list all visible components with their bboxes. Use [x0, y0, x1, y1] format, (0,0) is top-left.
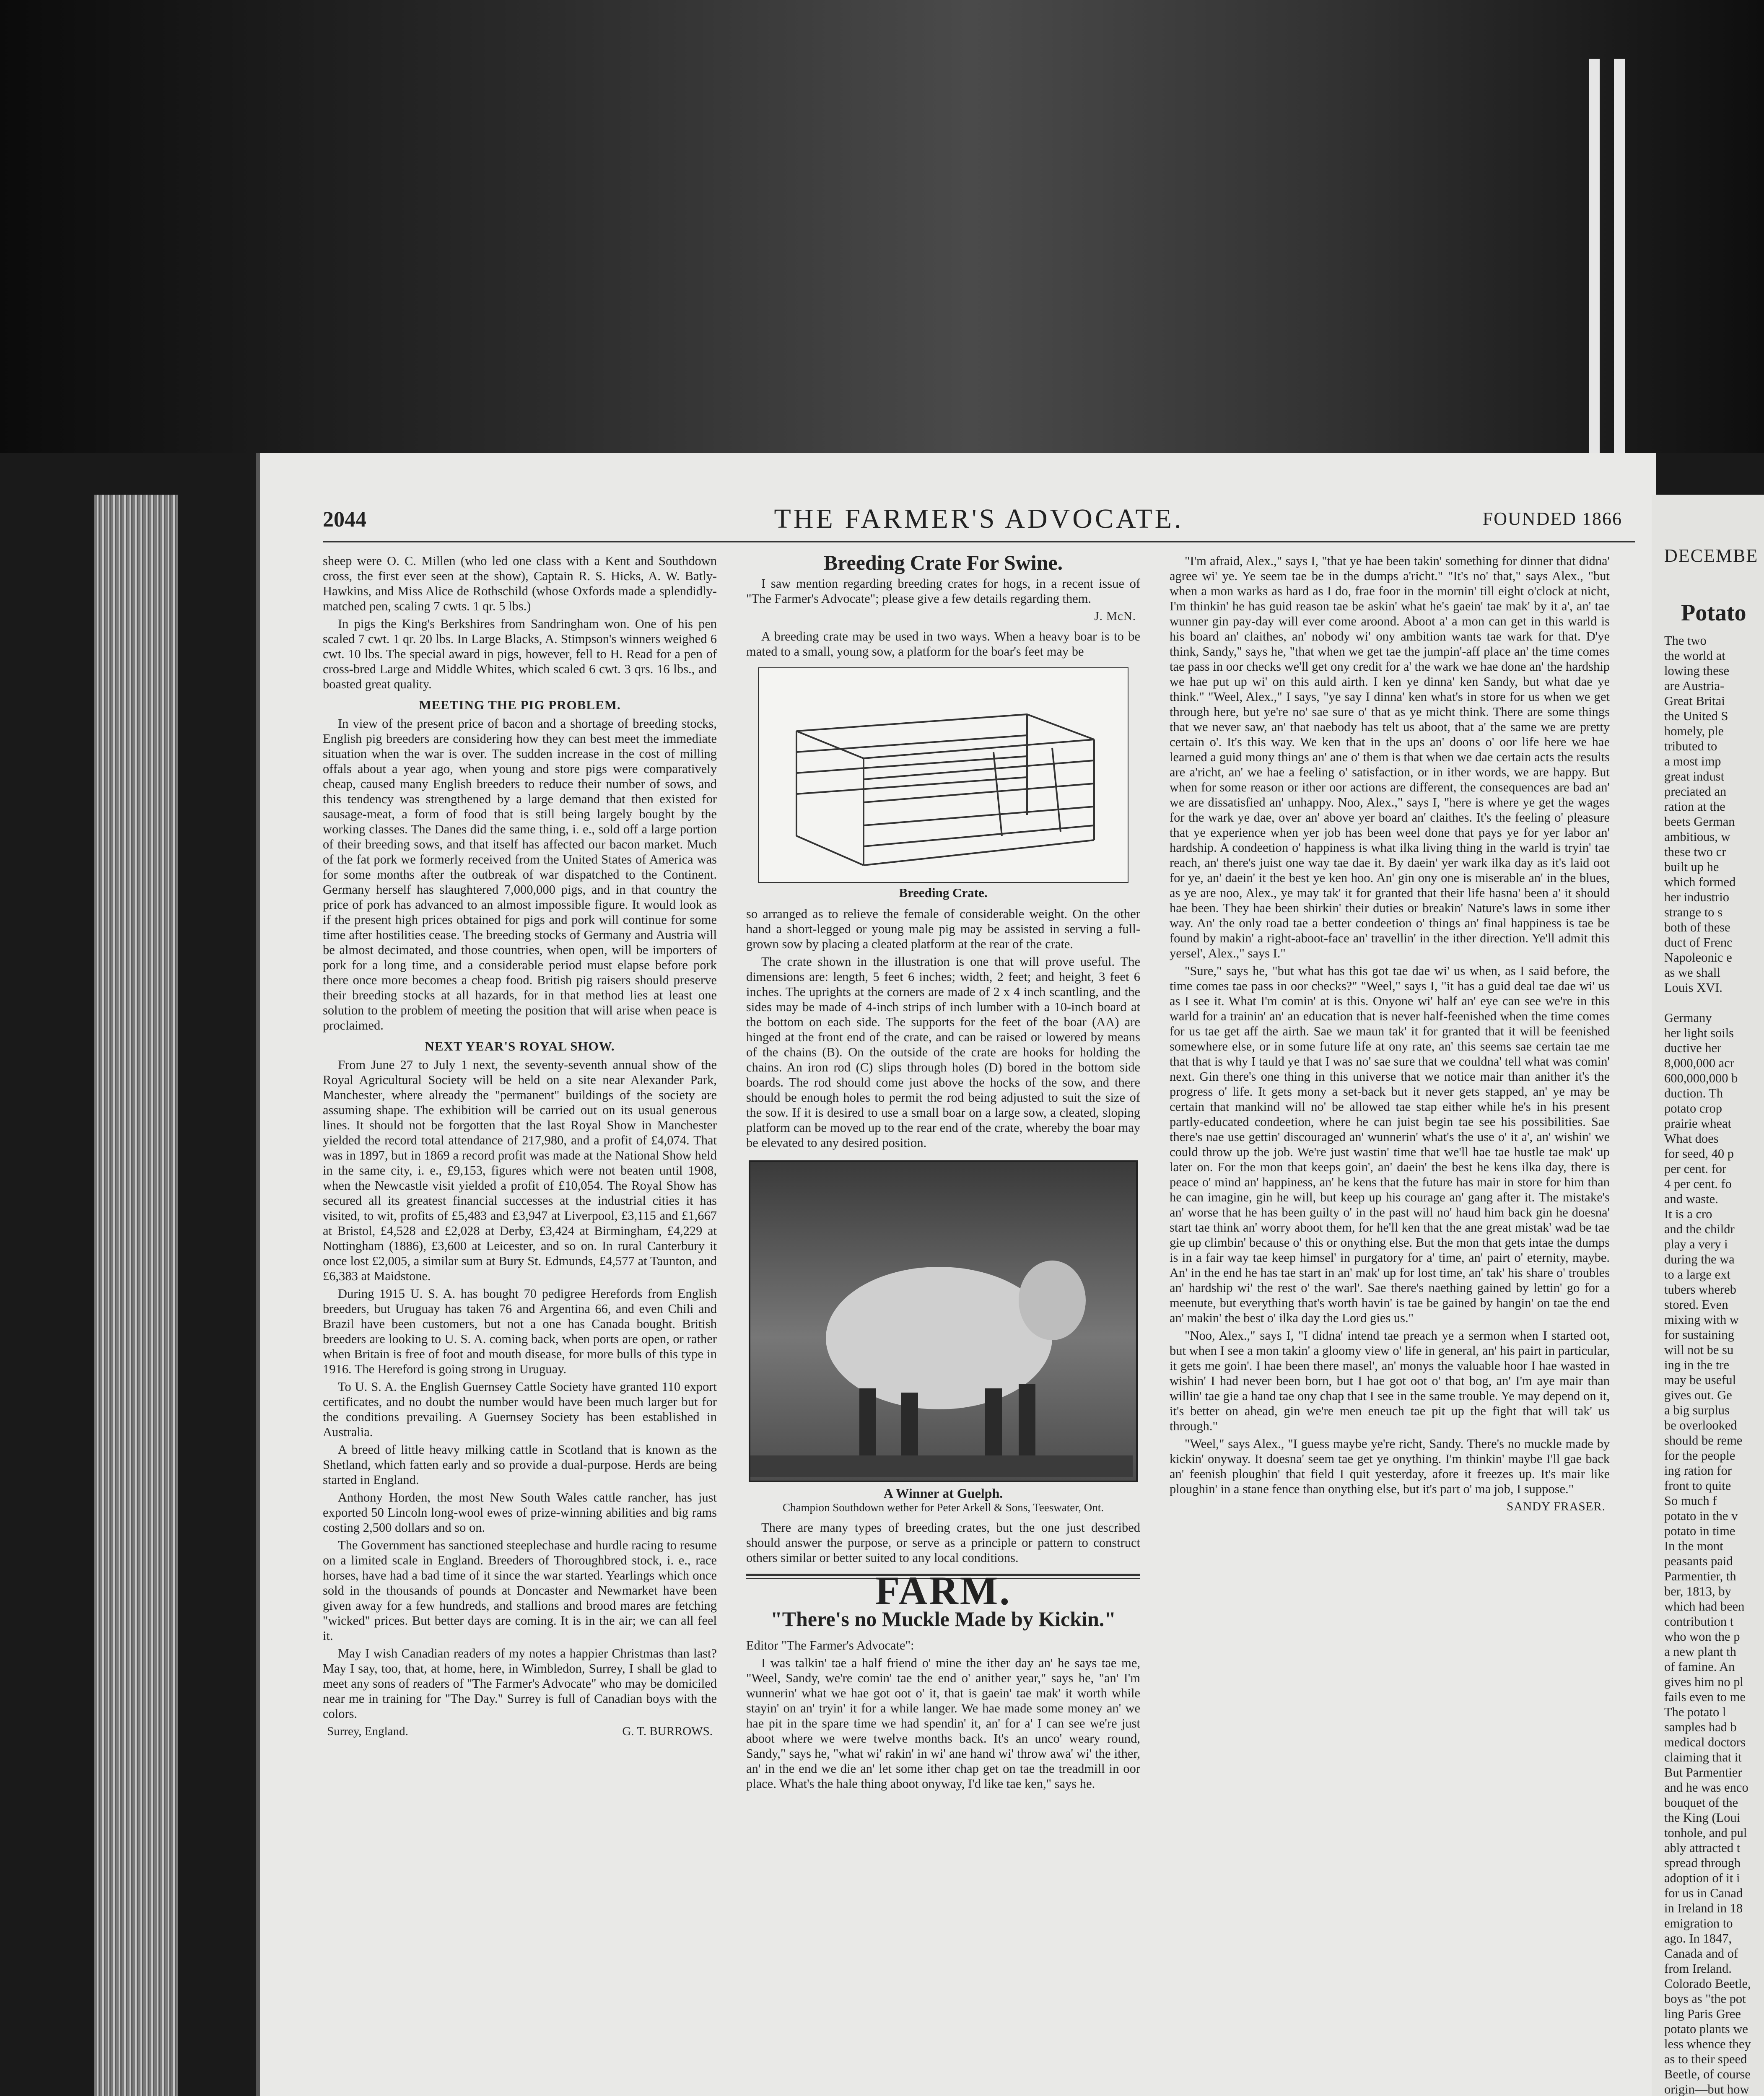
- next-page-line: from Ireland.: [1664, 1961, 1732, 1976]
- next-page-header: DECEMBE: [1664, 545, 1759, 566]
- column-2: [746, 553, 1140, 1794]
- next-page-line: for seed, 40 p: [1664, 1147, 1734, 1161]
- next-page-line: So much f: [1664, 1494, 1717, 1508]
- paragraph: sheep were O. C. Millen (who led one class with a Kent and Southdown cross, the first ever seen at the show), Captain R. S. Hicks, A. W. Batly-Hawkins, and Miss Alice de Rothschild (whose Oxfords made a splendidly-matched pen, scaling 7 cwts. 1 qr. 5 lbs.): [323, 554, 717, 613]
- next-page-line: a new plant th: [1664, 1645, 1736, 1659]
- next-page-line: Germany: [1664, 1011, 1712, 1025]
- next-page-line: claiming that it: [1664, 1750, 1742, 1764]
- paragraph: There are many types of breeding crates, but the one just described should answer the purpose, or serve as a principle or pattern to construct others similar or better suited to any local conditions.: [746, 1520, 1140, 1565]
- next-page-line: What does: [1664, 1131, 1719, 1146]
- next-page-line: tubers whereb: [1664, 1282, 1736, 1297]
- next-page-line: ductive her: [1664, 1041, 1722, 1055]
- farm-section-heading: FARM.: [875, 1568, 1012, 1613]
- photo-title: A Winner at Guelph.: [883, 1486, 1003, 1501]
- next-page-line: which formed: [1664, 875, 1736, 889]
- founded-label: FOUNDED 1866: [1482, 508, 1622, 529]
- page-number: 2044: [323, 508, 366, 532]
- next-page-line: The two: [1664, 633, 1707, 648]
- next-page-line: ber, 1813, by: [1664, 1584, 1731, 1598]
- next-page-line: for us in Canad: [1664, 1886, 1743, 1900]
- sheep-photograph: [749, 1160, 1138, 1482]
- next-page-line: ago. In 1847,: [1664, 1931, 1732, 1946]
- next-page-line: Louis XVI.: [1664, 981, 1722, 995]
- paragraph: In view of the present price of bacon and a shortage of breeding stocks, English pig breeders are considering how they can best meet the immediate situation when the war is over. The sudden increase in the cost of milling offals about a year ago, when young and store pigs were comparatively cheap, caused many English breeders to reduce their number of sows, and this tendency was strengthened by a large demand that then existed for sausage-meat, a form of food that is still being largely bought by the working classes. The Danes did the same thing, i. e., sold off a large portion of their breeding sows, and that itself has affected our bacon market. Much of the fat pork we formerly received from the United States of America was for some months after the outbreak of war dispatched to the Continent. Germany herself has slaughtered 7,000,000 pigs, and in that country the price of pork has advanced to an almost impossible figure. It would look as if the present high prices obtained for pigs and pork will continue for some time after hostilities cease. The breeding stocks of Germany and Austria will be almost decimated, and those countries, when open, will be importers of pork for a long time, and a considerable period must elapse before pork there once more becomes a cheap food. British pig raisers should preserve their breeding stocks at all hazards, for in that method lies at least one solution to the problem of meeting the position that will arise when peace is proclaimed.: [323, 716, 717, 1032]
- next-page-line: her industrio: [1664, 890, 1730, 904]
- next-page-line: play a very i: [1664, 1237, 1728, 1251]
- next-page-line: Beetle, of course: [1664, 2067, 1751, 2081]
- next-page-line: tonhole, and pul: [1664, 1826, 1747, 1840]
- next-page-line: lowing these: [1664, 664, 1730, 678]
- signature: J. McN.: [1094, 610, 1136, 623]
- figure-caption: Breeding Crate.: [899, 885, 988, 900]
- next-page-line: fails even to me: [1664, 1690, 1746, 1704]
- next-page-line: potato in the v: [1664, 1509, 1738, 1523]
- next-page-line: during the wa: [1664, 1252, 1735, 1266]
- next-page-line: adoption of it i: [1664, 1871, 1740, 1885]
- next-page-line: will not be su: [1664, 1343, 1734, 1357]
- paragraph: "Weel," says Alex., "I guess maybe ye're richt, Sandy. There's no muckle made by kickin' onyway. It doesna' seem tae get ye onything. I'm thinkin' maybe I'll gae back an' feenish ploughin' that field I quit yesterday, afore it freezes up. It's mair like ploughin' in a stane fence than onything else, but it's part o' ma job, I suppose.": [1170, 1437, 1610, 1496]
- article-title: "There's no Muckle Made by Kickin.": [770, 1607, 1116, 1631]
- next-page-line: Great Britai: [1664, 694, 1725, 708]
- next-page-line: [1664, 995, 1764, 1010]
- paragraph: Anthony Horden, the most New South Wales cattle rancher, has just exported 50 Lincoln long-wool ewes of prize-winning abilities and big rams costing 2,500 dollars and so on.: [323, 1490, 717, 1535]
- magazine-page: [256, 453, 1656, 2096]
- paragraph: "Noo, Alex.," says I, "I didna' intend tae preach ye a sermon when I started oot, but when I see a mon takin' a gloomy view o' life in general, an' his pairt in particular, it gets me goin'. I hae been there masel', an' monys the valuable hoor I hae wasted in wishin' I had never been born, but I hae got oot o' that bog, an' I'm aye mair than willin' tae gie a hand tae ony chap that I see in the same trouble. Ye may depend on it, it's better on ahead, gin we're men eneuch tae pit up the fight that will tak' us through.": [1170, 1328, 1610, 1433]
- next-page-line: and he was enco: [1664, 1780, 1748, 1795]
- next-page-line: less whence they: [1664, 2037, 1751, 2051]
- paragraph: I saw mention regarding breeding crates for hogs, in a recent issue of "The Farmer's Advocate"; please give a few details regarding them.: [746, 576, 1140, 606]
- paragraph: A breed of little heavy milking cattle in Scotland that is known as the Shetland, which fatten early and so provide a dual-purpose. Herds are being started in England.: [323, 1442, 717, 1487]
- next-page-line: front to quite: [1664, 1479, 1731, 1493]
- next-page-line: peasants paid: [1664, 1554, 1733, 1568]
- next-page-line: medical doctors: [1664, 1735, 1746, 1749]
- next-page-line: preciated an: [1664, 784, 1727, 799]
- next-page-line: for sustaining: [1664, 1328, 1734, 1342]
- next-page-line: ling Paris Gree: [1664, 2007, 1741, 2021]
- next-page-line: be overlooked: [1664, 1418, 1737, 1432]
- next-page-line: the United S: [1664, 709, 1728, 723]
- next-page-line: of famine. An: [1664, 1660, 1735, 1674]
- next-page-line: both of these: [1664, 920, 1730, 934]
- scan-background-top: [0, 0, 1764, 453]
- next-page-line: potato in time: [1664, 1524, 1735, 1538]
- sheep-silhouette: [750, 1162, 1133, 1477]
- next-page-title: Potato: [1681, 600, 1746, 626]
- next-page-line: ing in the tre: [1664, 1358, 1730, 1372]
- next-page-line: as to their speed: [1664, 2052, 1747, 2066]
- next-page-line: per cent. for: [1664, 1162, 1727, 1176]
- next-page-line: beets German: [1664, 815, 1735, 829]
- next-page-line: bouquet of the: [1664, 1795, 1738, 1810]
- next-page-line: contribution t: [1664, 1614, 1734, 1629]
- next-page-line: the world at: [1664, 649, 1725, 663]
- section-heading: NEXT YEAR'S ROYAL SHOW.: [425, 1039, 615, 1053]
- paragraph: I was talkin' tae a half friend o' mine the ither day an' he says tae me, "Weel, Sandy, we're comin' tae the end o' anither year," says he, "an' I'm wunnerin' what we hae got oot o' it, that is gaein' tae mak' it worth while stayin' on an' tryin' it for a while langer. We hae made some money an' we hae pit in the spare time we had spendin' it, an' for a' I can see we're just aboot where we were twelve months back. It's an unco' weary round, Sandy," says he, "what wi' rakin' in wi' ane hand wi' throw awa' wi' the ither, an' in the end we die an' let some ither chap get on tae the treadmill in oor place. What's the hale thing aboot onyway, I'd like tae ken," says he.: [746, 1656, 1140, 1791]
- signature: SANDY FRASER.: [1507, 1500, 1606, 1513]
- next-page-line: these two cr: [1664, 845, 1726, 859]
- next-page-line: great indust: [1664, 769, 1725, 783]
- next-page-line: potato crop: [1664, 1101, 1722, 1115]
- stacked-page-edges: [94, 495, 178, 2096]
- next-page-line: homely, ple: [1664, 724, 1724, 738]
- next-page-line: duct of Frenc: [1664, 935, 1733, 949]
- section-heading: MEETING THE PIG PROBLEM.: [419, 698, 621, 712]
- next-page-line: 600,000,000 b: [1664, 1071, 1738, 1085]
- signature-row: [323, 1724, 717, 1739]
- column-3: [1170, 553, 1610, 1519]
- signature-place: Surrey, England.: [327, 1725, 408, 1738]
- paragraph: The Government has sanctioned steeplechase and hurdle racing to resume on a limited scale in England. Breeders of Thoroughbred stock, i. e., race horses, have had a bad time of it since the war started. Yearlings which once sold in the thousands of pounds at Doncaster and Newmarket have been given away for a few hundreds, and stallions and brood mares are fetching "wicked" prices. But better days are coming. It is in the air; we can all feel it.: [323, 1538, 717, 1643]
- next-page-line: Parmentier, th: [1664, 1569, 1736, 1583]
- article-title: Breeding Crate For Swine.: [823, 551, 1063, 574]
- next-page-line: prairie wheat: [1664, 1116, 1732, 1131]
- next-page-line: mixing with w: [1664, 1313, 1739, 1327]
- next-page-line: the King (Loui: [1664, 1811, 1741, 1825]
- next-page-line: stored. Even: [1664, 1297, 1728, 1312]
- paragraph: May I wish Canadian readers of my notes a happier Christmas than last? May I say, too, that, at home, here, in Wimbledon, Surrey, I shall be glad to meet any sons of readers of "The Farmer's Advocate" who may be domiciled near me in training for "The Day." Surrey is full of Canadian boys with the colors.: [323, 1646, 717, 1721]
- next-page-line: 4 per cent. fo: [1664, 1177, 1732, 1191]
- next-page-line: Napoleonic e: [1664, 950, 1732, 965]
- next-page-line: In the mont: [1664, 1539, 1723, 1553]
- next-page-line: ably attracted t: [1664, 1841, 1741, 1855]
- paragraph: A breeding crate may be used in two ways. When a heavy boar is to be mated to a small, young sow, a platform for the boar's feet may be: [746, 629, 1140, 659]
- binding-strip: [1614, 59, 1625, 478]
- next-page-partial: [1652, 495, 1764, 2096]
- next-page-line: Canada and of: [1664, 1946, 1738, 1961]
- next-page-line: potato plants we: [1664, 2022, 1748, 2036]
- next-page-line: Colorado Beetle,: [1664, 1977, 1751, 1991]
- breeding-crate-illustration: [758, 667, 1128, 883]
- paragraph: In pigs the King's Berkshires from Sandringham won. One of his pen scaled 7 cwt. 1 qr. 20 lbs. In Large Blacks, A. Stimpson's winners weighed 6 cwt. 10 lbs. The special award in pigs, however, fell to H. Read for a pen of cross-bred Large and Middle Whites, which scaled 6 cwt. 3 qrs. 16 lbs., and boasted great quality.: [323, 617, 717, 691]
- paragraph: "Sure," says he, "but what has this got tae dae wi' us when, as I said before, the time comes tae pass in oor checks?" "Weel," says I, "it has a guid deal tae dae wi' us as I see it. What I'm comin' at is this. Onyone wi' half an' eye can see we're in this warld for a trainin' an' an education that is never half-feenished when the time comes for us tae get aff the airth. Sae we maun tak' it for granted that it will be feenished somewhere else, or in some future life at ony rate, an' this seems sae certain tae me that that is why I tauld ye that I was no' sae sure that we couldna' tell what was comin' next. Gin there's one thing in this universe that we notice mair than anither it's the progress o' life. It gets mony a set-back but it never gets stapped, an' ye may be certain that mankind will no' be allowed tae stap either while he's in his present partly-educated condeetion, where he can juist begin tae see his possibilities. Sae there's nae use gettin' discouraged an' wunnerin' what's the use o' it a', an' wishin' we could throw up the job. We're just wastin' time that we'll hae tae hustle tae mak' up later on. For the mon that keeps goin', an' daein' the best he kens ilka day, there is peace o' mind an' happiness, an' he kens that the future has mair in store for him than he can imagine, gin he will, but keep up his courage an' gang after it. The mistake's an' worse that he has been guilty o' in the past will no' haud him back gin he doesna' start tae think an' worry aboot them, for he'll ken that the ane great mistak' wad be tae gie up climbin' because o' this or onything else. But the mon that gets intae the dumps is in a fair way tae keep himsel' in purgatory for a' time, an' pairt o' eternity, maybe. An' in the end he has tae start in an' mak' up for lost time, an' tak' his share o' troubles an' hardship wi' the rest o' the warl'. Sae there's naething gained by lettin' go for a meenute, but everything that's worth havin' is tae be gained by hangin' on tae the end an' makin' the best o' ilka day the Lord gies us.": [1170, 964, 1610, 1325]
- paragraph: The crate shown in the illustration is one that will prove useful. The dimensions are: length, 5 feet 6 inches; width, 2 feet; and height, 3 feet 6 inches. The uprights at the corners are made of 2 x 4 inch scantling, and the sides may be made of 4-inch strips of inch lumber with a 10-inch board at the bottom on each side. The supports for the feet of the boar (AA) are hinged at the front end of the crate, and can be raised or lowered by means of the chains (B). On the outside of the crate are hooks for holding the chains. An iron rod (C) slips through holes (D) bored in the bottom side boards. The rod should come just above the hocks of the sow, and there should be enough holes to permit the rod being adjusted to suit the size of the sow. If it is desired to use a small boar on a large sow, a cleated, sloping platform can be moved up to the rear end of the crate, whereby the boar may be elevated to any desired position.: [746, 955, 1140, 1150]
- next-page-line: But Parmentier: [1664, 1765, 1742, 1780]
- next-page-line: tributed to: [1664, 739, 1717, 753]
- paragraph: To U. S. A. the English Guernsey Cattle Society have granted 110 export certificates, and no doubt the number would have been much larger but for the conditions prevailing. A Guernsey Society has been established in Australia.: [323, 1380, 717, 1439]
- next-page-line: as we shall: [1664, 965, 1720, 980]
- next-page-line: are Austria-: [1664, 679, 1725, 693]
- next-page-line: gives out. Ge: [1664, 1388, 1732, 1402]
- next-page-line: emigration to: [1664, 1916, 1733, 1930]
- next-page-line: samples had b: [1664, 1720, 1737, 1734]
- next-page-line: and the childr: [1664, 1222, 1735, 1236]
- next-page-line: for the people: [1664, 1448, 1735, 1463]
- next-page-line: which had been: [1664, 1599, 1745, 1614]
- paragraph: so arranged as to relieve the female of considerable weight. On the other hand a short-legged or young male pig may be assisted in serving a full-grown sow by placing a cleated platform at the rear of the crate.: [746, 907, 1140, 951]
- next-page-line: a most imp: [1664, 754, 1721, 768]
- next-page-line: a big surplus: [1664, 1403, 1730, 1417]
- next-page-line: origin—but how: [1664, 2082, 1749, 2096]
- photo-caption: Champion Southdown wether for Peter Arkell & Sons, Teeswater, Ont.: [783, 1501, 1104, 1514]
- paragraph: During 1915 U. S. A. has bought 70 pedigree Herefords from English breeders, but Uruguay has taken 76 and Argentina 66, and even Chili and Brazil have been customers, but not a one has Canada bought. British breeders are looking to U. S. A. coming back, when ports are open, or rather when Britain is free of foot and mouth disease, for more bulls of this type in 1916. The Hereford is going strong in Uruguay.: [323, 1287, 717, 1376]
- next-page-line: to a large ext: [1664, 1267, 1730, 1281]
- next-page-line: her light soils: [1664, 1026, 1734, 1040]
- next-page-line: ing ration for: [1664, 1463, 1732, 1478]
- page-header: [323, 503, 1635, 542]
- paragraph: From June 27 to July 1 next, the seventy-seventh annual show of the Royal Agricultural Society will be held on a site near Alexander Park, Manchester, where already the "permanent" buildings of the society are assuming shape. The exhibition will be carried out on its usual generous lines. It should not be forgotten that the last Royal Show in Manchester yielded the record total attendance of 217,980, and a profit of £4,074. That was in 1897, but in 1869 a record profit was made at the National Show held in the same city, i. e., £9,153, figures which were not beaten until 1908, when the Newcastle visit yielded a profit of £10,054. The Royal Show has secured all its greatest financial successes at the industrial cities it has visited, to wit, profits of £5,483 and £3,947 at Liverpool, £3,115 and £1,667 at Bristol, £4,528 and £2,028 at Derby, £3,424 at Birmingham, £4,229 at Nottingham (1886), £3,600 at Leicester, and so on. In rural Canterbury it once lost £2,005, a similar sum at Bury St. Edmunds, £4,577 at Taunton, and £6,383 at Maidstone.: [323, 1058, 717, 1283]
- next-page-text: [1664, 633, 1764, 2096]
- crate-drawing: [759, 668, 1128, 882]
- next-page-line: who won the p: [1664, 1629, 1740, 1644]
- next-page-line: 8,000,000 acr: [1664, 1056, 1734, 1070]
- binding-strip: [1589, 59, 1600, 478]
- next-page-line: ration at the: [1664, 799, 1725, 814]
- next-page-line: and waste.: [1664, 1192, 1718, 1206]
- next-page-line: spread through: [1664, 1856, 1741, 1870]
- next-page-line: duction. Th: [1664, 1086, 1723, 1100]
- signature-name: G. T. BURROWS.: [622, 1725, 713, 1738]
- next-page-line: gives him no pl: [1664, 1675, 1743, 1689]
- next-page-line: ambitious, w: [1664, 830, 1730, 844]
- paragraph: "I'm afraid, Alex.," says I, "that ye hae been takin' something for dinner that didna' agree wi' ye. Ye seem tae be in the dumps a'richt." "It's no' that," says Alex., "but when a mon warks as hard as I do, frae foor in the mornin' till eight o'clock at nicht, I'm thinkin' he has guid reason tae be askin' what he's gaein' tae mak' by it a', an' tae wunner gin pay-day will ever come aroond. Aboot a' a mon can get in this warld is his board an' claithes, an' nobody wi' ony ambition wants tae wark for that. D'ye think, Sandy," says he, "that when we get tae the jumpin'-aff place an' the time comes tae pass in oor checks we'll get ony credit for a' the wark we hae done an' the hardship we hae put up wi' on this auld airth. I ken ye dinna' ken Sandy, but what dae ye think." "Weel, Alex.," I says, "ye say I dinna' ken what's in store for us when we get through here, but ye're no' sae sure o' that as ye micht think. There are some things that we never saw, an' that naebody has telt us aboot, that a' the same we are pretty certain o'. It's this way. We ken that in the ups an' doons o' oor life here we hae learned a guid mony things an' ane o' them is that when we dae certain acts the results are a'richt, an' we hae a feeling o' satisfaction, or in ither words, we are happy. But when for some reason or ither oor actions are different, the consequences are bad an' we are dissatisfied an' unhappy. Noo, Alex.," says I, "here is where ye get the wages for the wark ye dae, over an' above yer board an' claithes. It's the feeling o' pleasure that ye experience when yer job has been weel done that pays ye for yer labor an' hardship. A condeetion o' happiness is what ilka living thing in the warld is tryin' tae reach, an' there's juist one way tae dae it. By daein' yer wark ilka day as it's laid oot for ye, an' daein' it the best ye ken hoo. An' gin ony one is miserable an' in the blues, as ye are noo, Alex., ye may tak' it for granted that their life hasna' been a' it should hae been. They hae been shirkin' their duties or breakin' Nature's laws in some ither way. An' the only road tae a better condeetion o' things an' final happiness is tae be found by makin' a right-aboot-face an' travellin' in the ither direction. Ye'll admit this yersel', Alex.," says I.": [1170, 554, 1610, 960]
- next-page-line: may be useful: [1664, 1373, 1736, 1387]
- masthead-title: THE FARMER'S ADVOCATE.: [774, 503, 1184, 534]
- column-1: [323, 553, 717, 1739]
- next-page-line: built up he: [1664, 860, 1719, 874]
- next-page-line: boys as "the pot: [1664, 1992, 1746, 2006]
- next-page-line: The potato l: [1664, 1705, 1726, 1719]
- next-page-line: should be reme: [1664, 1433, 1743, 1447]
- next-page-line: It is a cro: [1664, 1207, 1712, 1221]
- salutation: Editor "The Farmer's Advocate":: [746, 1638, 914, 1652]
- next-page-line: strange to s: [1664, 905, 1722, 919]
- next-page-line: in Ireland in 18: [1664, 1901, 1743, 1915]
